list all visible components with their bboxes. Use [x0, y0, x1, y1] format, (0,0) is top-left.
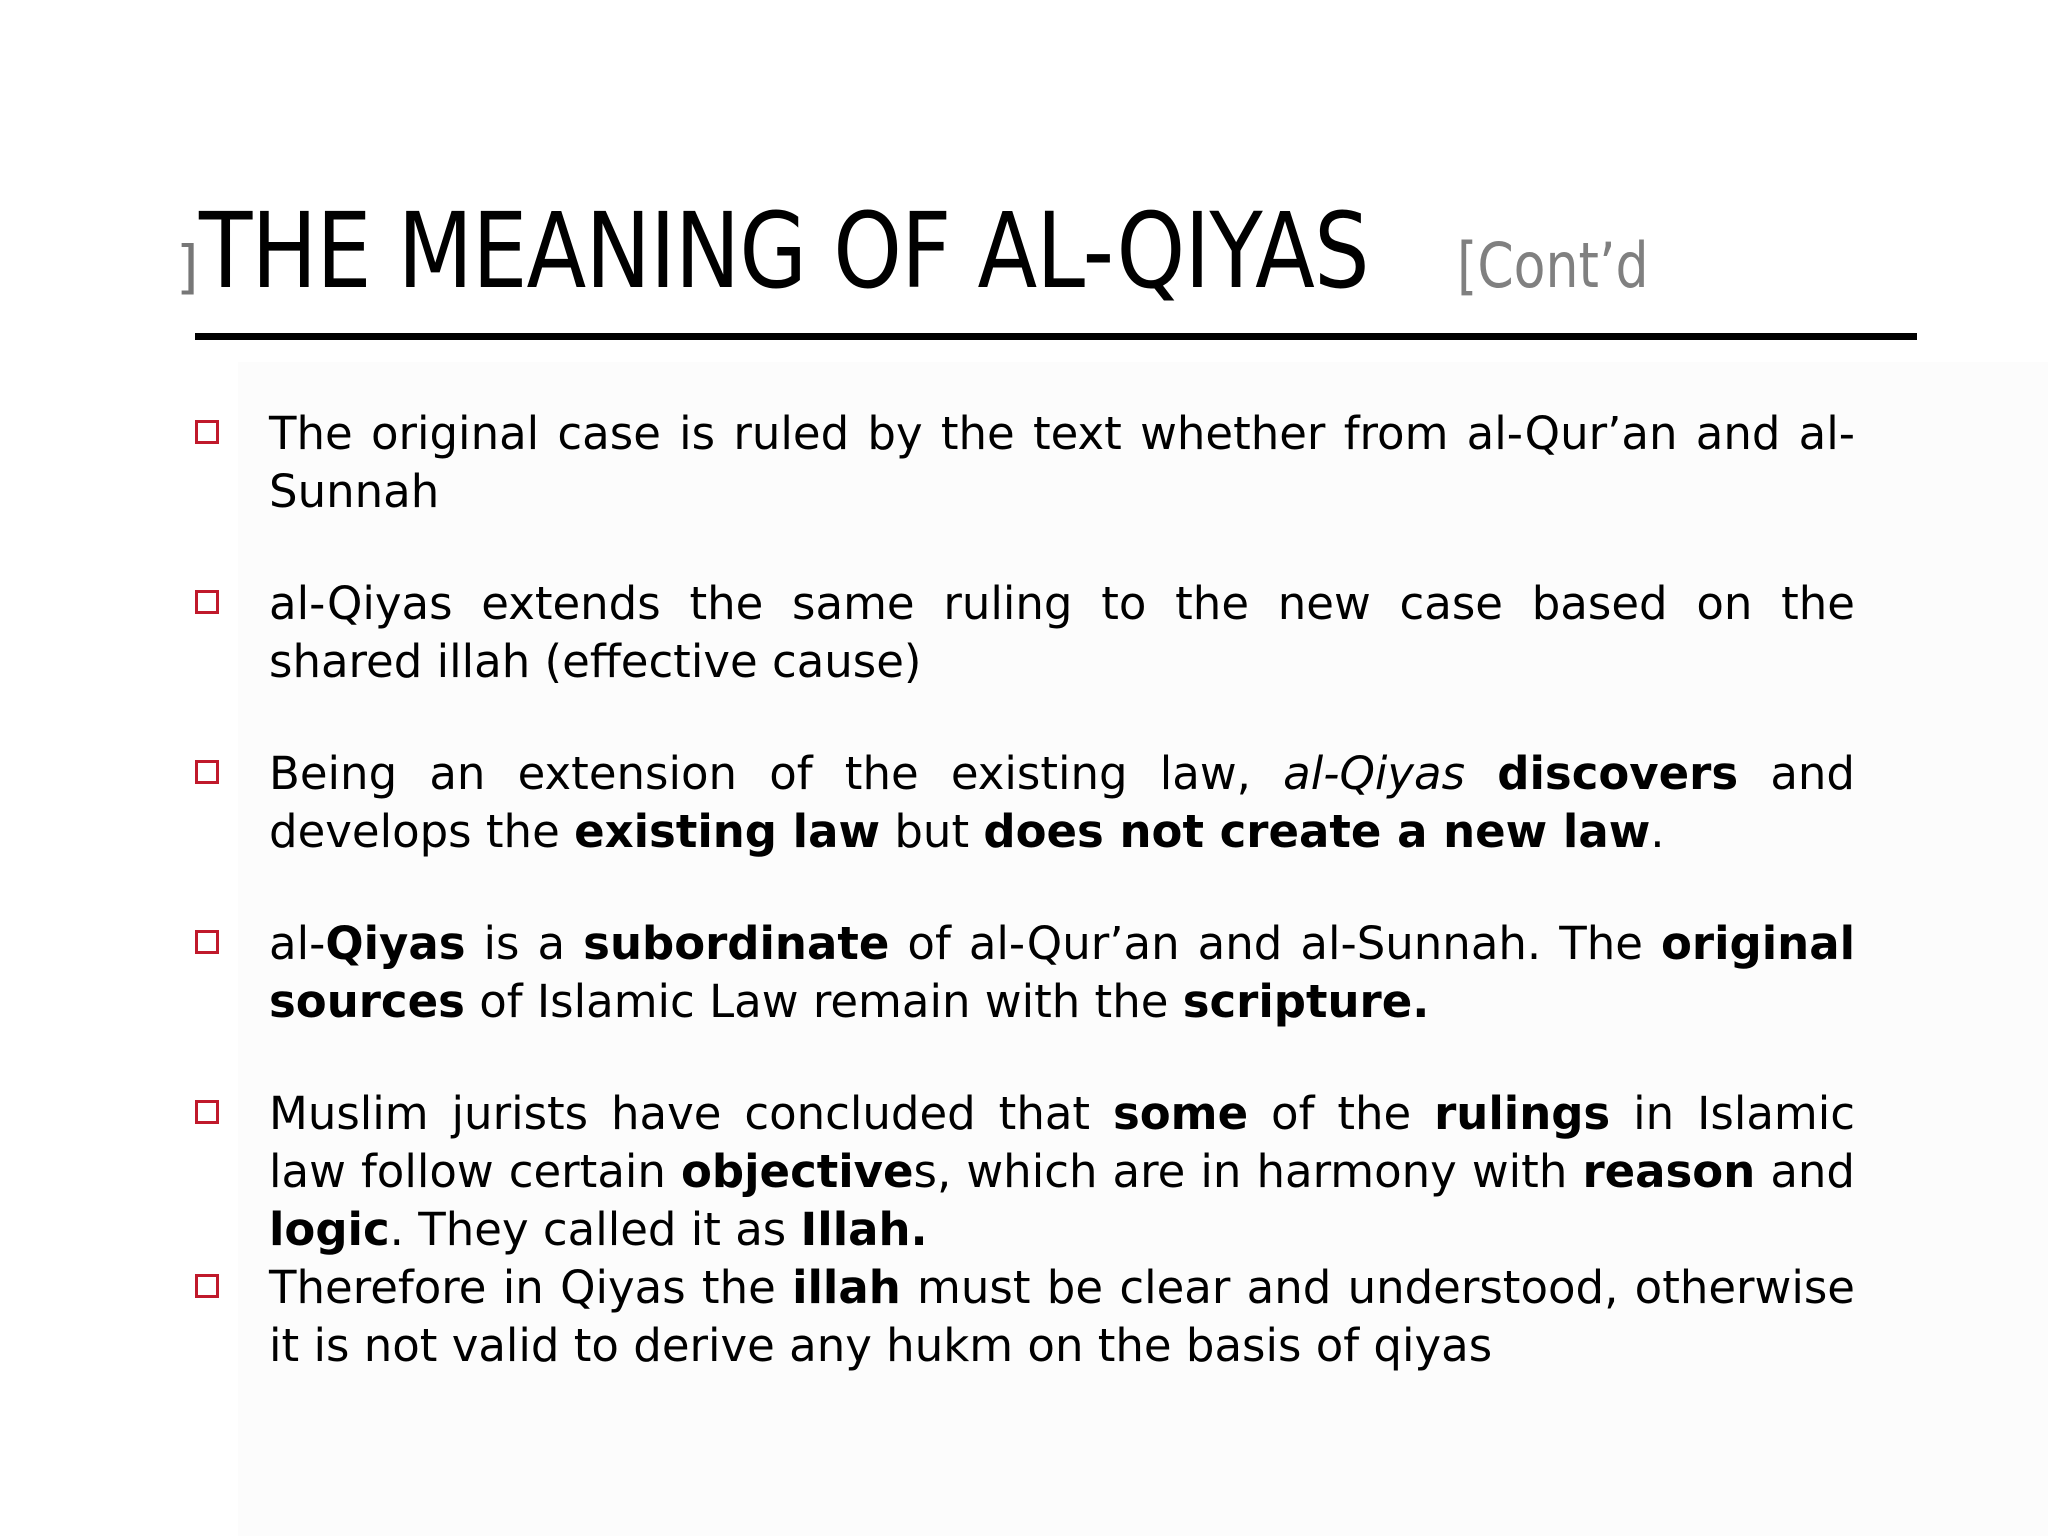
hollow-square-icon	[195, 590, 219, 614]
bullet-text-segment: Illah.	[800, 1203, 928, 1256]
bullet-text-segment: of al-Qur’an and al-Sunnah. The	[889, 917, 1662, 970]
bullet-text-segment: . They called it as	[389, 1203, 801, 1256]
bullet-text-segment: The original case is ruled by the text whether from al-Qur’an and al-Sunnah	[269, 407, 1855, 518]
bullet-text-segment: Qiyas	[325, 917, 466, 970]
bullet-text-segment: .	[1650, 805, 1665, 858]
bullet-text-segment: and develops the	[269, 747, 1855, 858]
slide-title	[176, 190, 1685, 310]
bullet-text-segment: rulings	[1434, 1087, 1611, 1140]
hollow-square-icon	[195, 760, 219, 784]
hollow-square-icon	[195, 1100, 219, 1124]
bullet-text-segment: must be clear and understood, otherwise it is not valid to derive any hukm on the basis of qiyas	[269, 1261, 1855, 1372]
bullet-text-segment: scripture.	[1182, 975, 1430, 1028]
bullet-text-segment: objective	[681, 1145, 914, 1198]
bullet-item	[195, 405, 1855, 521]
bullet-text-segment: Muslim jurists have concluded that	[269, 1087, 1113, 1140]
bullet-text-segment: Therefore in Qiyas the	[269, 1261, 793, 1314]
title-bracket: ]	[176, 233, 199, 301]
bullet-text-segment: al-	[269, 917, 326, 970]
bullet-text-segment: subordinate	[583, 917, 890, 970]
bullet-text-segment: but	[880, 805, 984, 858]
bullet-text-segment	[1465, 747, 1497, 800]
bullet-text-segment: in Islamic law follow certain	[269, 1087, 1855, 1198]
bullet-text-segment: of Islamic Law remain with the	[464, 975, 1183, 1028]
bullet-text-segment: logic	[269, 1203, 390, 1256]
bullet-text-segment: Being an extension of the existing law,	[269, 747, 1284, 800]
bullet-text-segment: al-Qiyas	[1283, 747, 1466, 800]
bullet-item	[195, 575, 1855, 691]
title-underline	[195, 333, 1917, 340]
hollow-square-icon	[195, 1274, 219, 1298]
bullet-item	[195, 745, 1855, 861]
bullet-text-segment: does not create a new law	[983, 805, 1651, 858]
bullet-text-segment: some	[1112, 1087, 1249, 1140]
bullet-list	[195, 405, 1855, 1375]
bullet-text-segment: reason	[1582, 1145, 1756, 1198]
title-text: THE MEANING OF AL-QIYAS	[198, 190, 1369, 312]
bullet-text-segment: of the	[1248, 1087, 1435, 1140]
bullet-text-segment: existing law	[574, 805, 881, 858]
bullet-text-segment: original sources	[269, 917, 1856, 1028]
bullet-text-segment: discovers	[1497, 747, 1739, 800]
hollow-square-icon	[195, 930, 219, 954]
bullet-item	[195, 915, 1855, 1031]
bullet-text-segment: al-Qiyas extends the same ruling to the new case based on the shared illah (effective cause)	[269, 577, 1855, 688]
title-continued-label: [Cont’d	[1457, 229, 1649, 302]
bullet-text-segment: s, which are in harmony with	[913, 1145, 1583, 1198]
bullet-text-segment: illah	[792, 1261, 901, 1314]
bullet-text-segment: and	[1755, 1145, 1856, 1198]
bullet-item	[195, 1085, 1855, 1259]
bullet-item	[195, 1259, 1855, 1375]
hollow-square-icon	[195, 420, 219, 444]
bullet-text-segment: is a	[465, 917, 584, 970]
